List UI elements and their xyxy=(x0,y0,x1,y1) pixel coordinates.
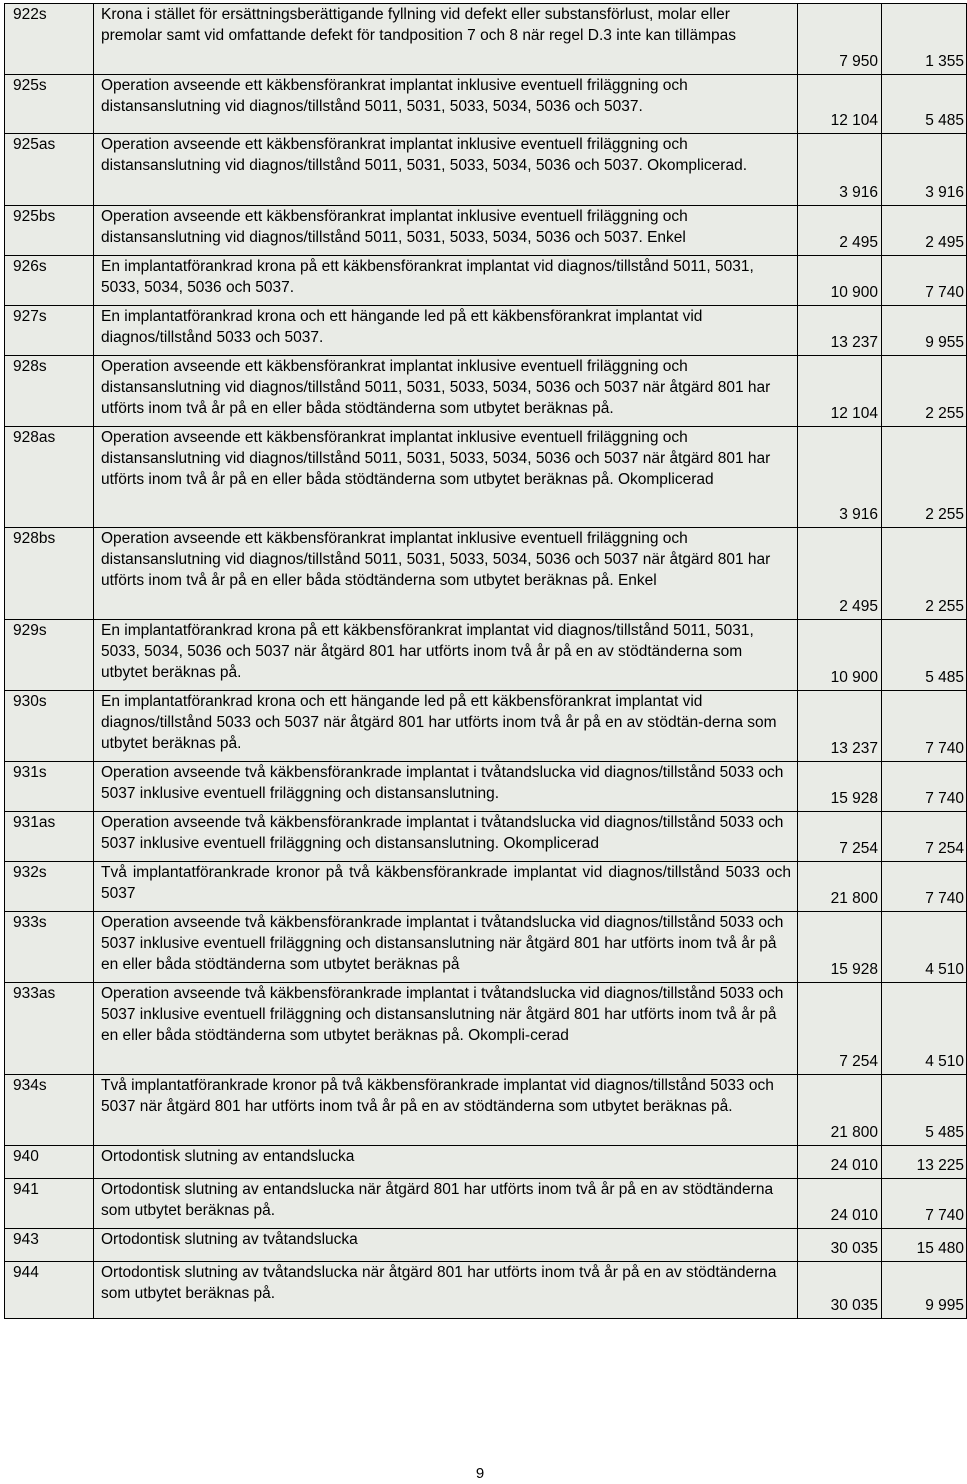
fee-table-body xyxy=(5,4,967,1319)
procedure-code: 931as xyxy=(5,812,94,862)
table-row xyxy=(5,134,967,206)
procedure-code: 944 xyxy=(5,1262,94,1319)
compensation-amount: 9 955 xyxy=(882,306,967,356)
procedure-code: 929s xyxy=(5,620,94,691)
reference-price: 10 900 xyxy=(798,620,882,691)
procedure-description: Operation avseende två käkbensförankrade implantat i tvåtandslucka vid diagnos/tillstånd 5033 och 5037 inklusive eventuell friläggning och distansanslutning. xyxy=(94,762,798,812)
procedure-description: Operation avseende ett käkbensförankrat implantat inklusive eventuell friläggning och distansanslutning vid diagnos/tillstånd 5011, 5031, 5033, 5034, 5036 och 5037 när åtgärd 801 har utförts inom två år på en eller båda stödtänderna som utbytet beräknas på. Enkel xyxy=(94,528,798,620)
procedure-description: Krona i stället för ersättningsberättigande fyllning vid defekt eller substansförlust, molar eller premolar samt vid omfattande defekt för tandposition 7 och 8 när regel D.3 inte kan tillämpas xyxy=(94,4,798,75)
procedure-code: 934s xyxy=(5,1075,94,1146)
procedure-code: 925bs xyxy=(5,206,94,256)
procedure-code: 927s xyxy=(5,306,94,356)
procedure-code: 940 xyxy=(5,1146,94,1179)
compensation-amount: 1 355 xyxy=(882,4,967,75)
procedure-code: 932s xyxy=(5,862,94,912)
fee-table xyxy=(4,3,967,1319)
procedure-description: Ortodontisk slutning av tvåtandslucka när åtgärd 801 har utförts inom två år på en av stödtänderna som utbytet beräknas på. xyxy=(94,1262,798,1319)
reference-price: 15 928 xyxy=(798,912,882,983)
procedure-description: En implantatförankrad krona på ett käkbensförankrat implantat vid diagnos/tillstånd 5011, 5031, 5033, 5034, 5036 och 5037 när åtgärd 801 har utförts inom två år på en av stödtänderna som utbytet beräknas på. xyxy=(94,620,798,691)
procedure-code: 922s xyxy=(5,4,94,75)
procedure-code: 928as xyxy=(5,427,94,528)
procedure-description: Ortodontisk slutning av tvåtandslucka xyxy=(94,1229,798,1262)
table-row xyxy=(5,4,967,75)
compensation-amount: 4 510 xyxy=(882,912,967,983)
compensation-amount: 2 495 xyxy=(882,206,967,256)
compensation-amount: 15 480 xyxy=(882,1229,967,1262)
reference-price: 15 928 xyxy=(798,762,882,812)
procedure-code: 933s xyxy=(5,912,94,983)
table-row xyxy=(5,620,967,691)
table-row xyxy=(5,691,967,762)
reference-price: 30 035 xyxy=(798,1229,882,1262)
procedure-description: Operation avseende två käkbensförankrade implantat i tvåtandslucka vid diagnos/tillstånd 5033 och 5037 inklusive eventuell friläggning och distansanslutning när åtgärd 801 har utförts inom två år på en eller båda stödtänderna som utbytet beräknas på xyxy=(94,912,798,983)
procedure-description: Två implantatförankrade kronor på två käkbensförankrade implantat vid diagnos/tillstånd 5033 och 5037 xyxy=(94,862,798,912)
procedure-description: Operation avseende ett käkbensförankrat implantat inklusive eventuell friläggning och distansanslutning vid diagnos/tillstånd 5011, 5031, 5033, 5034, 5036 och 5037. xyxy=(94,75,798,134)
procedure-description: Ortodontisk slutning av entandslucka xyxy=(94,1146,798,1179)
reference-price: 2 495 xyxy=(798,528,882,620)
compensation-amount: 3 916 xyxy=(882,134,967,206)
procedure-description: Två implantatförankrade kronor på två käkbensförankrade implantat vid diagnos/tillstånd 5033 och 5037 när åtgärd 801 har utförts inom två år på en av stödtänderna som utbytet beräknas på. xyxy=(94,1075,798,1146)
procedure-code: 925s xyxy=(5,75,94,134)
page-number: 9 xyxy=(475,1465,485,1482)
table-row xyxy=(5,1146,967,1179)
table-row xyxy=(5,983,967,1075)
table-row xyxy=(5,75,967,134)
table-row xyxy=(5,862,967,912)
compensation-amount: 2 255 xyxy=(882,427,967,528)
compensation-amount: 7 740 xyxy=(882,862,967,912)
compensation-amount: 2 255 xyxy=(882,528,967,620)
reference-price: 10 900 xyxy=(798,256,882,306)
procedure-description: En implantatförankrad krona och ett hängande led på ett käkbensförankrat implantat vid diagnos/tillstånd 5033 och 5037. xyxy=(94,306,798,356)
table-row xyxy=(5,1229,967,1262)
compensation-amount: 7 740 xyxy=(882,1179,967,1229)
table-row xyxy=(5,762,967,812)
reference-price: 3 916 xyxy=(798,134,882,206)
procedure-description: Operation avseende två käkbensförankrade implantat i tvåtandslucka vid diagnos/tillstånd 5033 och 5037 inklusive eventuell friläggning och distansanslutning. Okomplicerad xyxy=(94,812,798,862)
reference-price: 3 916 xyxy=(798,427,882,528)
table-row xyxy=(5,256,967,306)
compensation-amount: 2 255 xyxy=(882,356,967,427)
table-row xyxy=(5,1179,967,1229)
procedure-description: Operation avseende ett käkbensförankrat implantat inklusive eventuell friläggning och distansanslutning vid diagnos/tillstånd 5011, 5031, 5033, 5034, 5036 och 5037. Okomplicerad. xyxy=(94,134,798,206)
reference-price: 24 010 xyxy=(798,1179,882,1229)
compensation-amount: 13 225 xyxy=(882,1146,967,1179)
compensation-amount: 7 740 xyxy=(882,691,967,762)
compensation-amount: 5 485 xyxy=(882,620,967,691)
procedure-description: Operation avseende ett käkbensförankrat implantat inklusive eventuell friläggning och distansanslutning vid diagnos/tillstånd 5011, 5031, 5033, 5034, 5036 och 5037 när åtgärd 801 har utförts inom två år på en eller båda stödtänderna som utbytet beräknas på. xyxy=(94,356,798,427)
procedure-code: 931s xyxy=(5,762,94,812)
procedure-description: Ortodontisk slutning av entandslucka när åtgärd 801 har utförts inom två år på en av stödtänderna som utbytet beräknas på. xyxy=(94,1179,798,1229)
compensation-amount: 9 995 xyxy=(882,1262,967,1319)
reference-price: 30 035 xyxy=(798,1262,882,1319)
table-row xyxy=(5,356,967,427)
procedure-code: 928s xyxy=(5,356,94,427)
procedure-code: 926s xyxy=(5,256,94,306)
table-row xyxy=(5,1262,967,1319)
reference-price: 7 950 xyxy=(798,4,882,75)
reference-price: 24 010 xyxy=(798,1146,882,1179)
table-row xyxy=(5,306,967,356)
reference-price: 12 104 xyxy=(798,356,882,427)
table-row xyxy=(5,912,967,983)
table-row xyxy=(5,812,967,862)
reference-price: 13 237 xyxy=(798,306,882,356)
reference-price: 12 104 xyxy=(798,75,882,134)
procedure-description: En implantatförankrad krona och ett hängande led på ett käkbensförankrat implantat vid diagnos/tillstånd 5033 och 5037 när åtgärd 801 har utförts inom två år på en av stödtän-derna som utbytet beräknas på. xyxy=(94,691,798,762)
compensation-amount: 7 254 xyxy=(882,812,967,862)
procedure-code: 943 xyxy=(5,1229,94,1262)
table-row xyxy=(5,427,967,528)
reference-price: 7 254 xyxy=(798,983,882,1075)
table-row xyxy=(5,206,967,256)
procedure-description: Operation avseende ett käkbensförankrat implantat inklusive eventuell friläggning och distansanslutning vid diagnos/tillstånd 5011, 5031, 5033, 5034, 5036 och 5037 när åtgärd 801 har utförts inom två år på en eller båda stödtänderna som utbytet beräknas på. Okomplicerad xyxy=(94,427,798,528)
compensation-amount: 4 510 xyxy=(882,983,967,1075)
procedure-code: 930s xyxy=(5,691,94,762)
procedure-code: 925as xyxy=(5,134,94,206)
procedure-code: 941 xyxy=(5,1179,94,1229)
procedure-description: Operation avseende två käkbensförankrade implantat i tvåtandslucka vid diagnos/tillstånd 5033 och 5037 inklusive eventuell friläggning och distansanslutning när åtgärd 801 har utförts inom två år på en eller båda stödtänderna som utbytet beräknas på. Okompli-cerad xyxy=(94,983,798,1075)
table-row xyxy=(5,1075,967,1146)
reference-price: 7 254 xyxy=(798,812,882,862)
procedure-code: 928bs xyxy=(5,528,94,620)
reference-price: 21 800 xyxy=(798,862,882,912)
reference-price: 2 495 xyxy=(798,206,882,256)
procedure-description: Operation avseende ett käkbensförankrat implantat inklusive eventuell friläggning och distansanslutning vid diagnos/tillstånd 5011, 5031, 5033, 5034, 5036 och 5037. Enkel xyxy=(94,206,798,256)
procedure-description: En implantatförankrad krona på ett käkbensförankrat implantat vid diagnos/tillstånd 5011, 5031, 5033, 5034, 5036 och 5037. xyxy=(94,256,798,306)
compensation-amount: 7 740 xyxy=(882,256,967,306)
reference-price: 13 237 xyxy=(798,691,882,762)
procedure-code: 933as xyxy=(5,983,94,1075)
compensation-amount: 7 740 xyxy=(882,762,967,812)
compensation-amount: 5 485 xyxy=(882,75,967,134)
compensation-amount: 5 485 xyxy=(882,1075,967,1146)
reference-price: 21 800 xyxy=(798,1075,882,1146)
table-row xyxy=(5,528,967,620)
